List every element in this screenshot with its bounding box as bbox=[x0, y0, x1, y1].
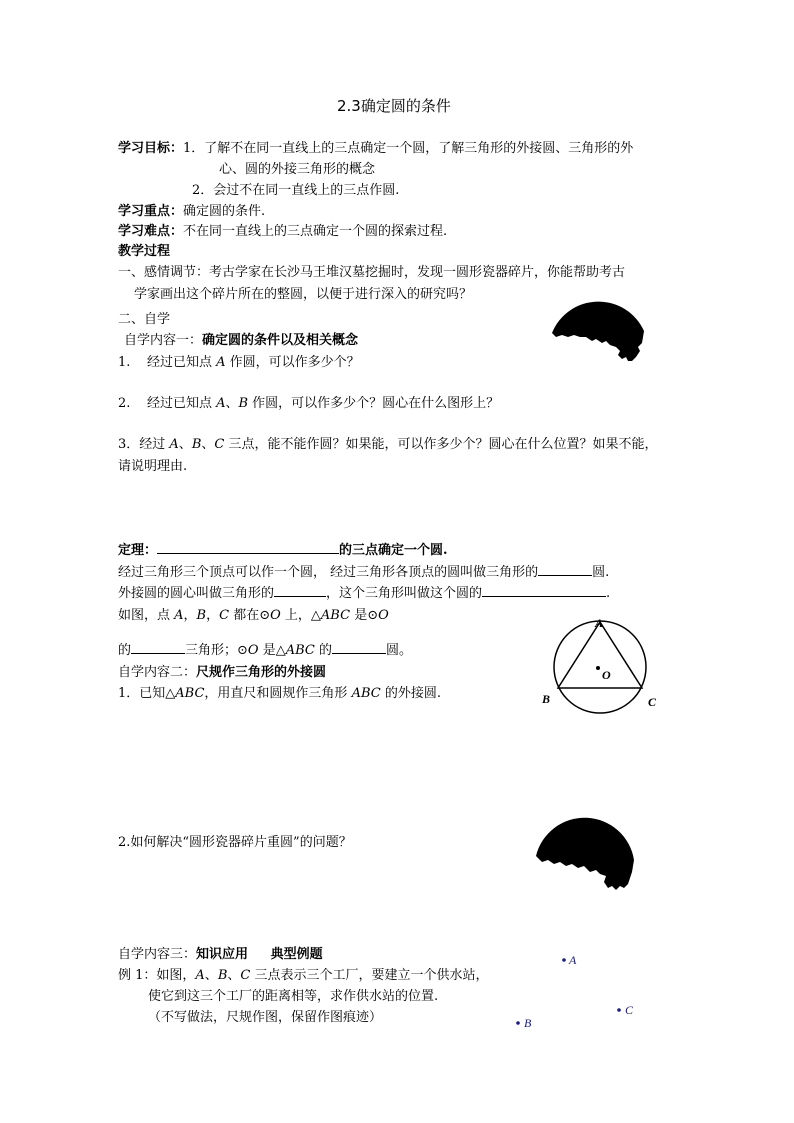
q2-sep: 、 bbox=[225, 396, 239, 411]
circumcircle-figure bbox=[538, 612, 668, 716]
fig-c1: ， bbox=[183, 608, 197, 623]
task1-a: 1．已知△ bbox=[118, 686, 176, 701]
fig-line2-c: 是△ bbox=[258, 643, 286, 658]
page-title: 2.3确定圆的条件 bbox=[337, 97, 451, 115]
fig-ABC2: ABC bbox=[285, 643, 315, 658]
theorem-suffix: 的三点确定一个圆. bbox=[339, 543, 448, 558]
content2-prefix: 自学内容二： bbox=[118, 665, 197, 680]
fig-O2: O bbox=[378, 608, 389, 623]
porcelain-fragment-image bbox=[546, 291, 650, 367]
point-C-dot bbox=[617, 1008, 621, 1012]
center-point bbox=[596, 666, 600, 670]
task1-b: ，用直尺和圆规作三角形 bbox=[204, 686, 352, 701]
difficulty-label: 学习难点： bbox=[118, 224, 184, 239]
difficulty-text: 不在同一直线上的三点确定一个圆的探索过程. bbox=[183, 224, 448, 239]
question-2 bbox=[118, 395, 499, 413]
objective-2: 2．会过不在同一直线上的三点作圆. bbox=[192, 183, 400, 198]
intro-line1: 一、感情调节：考古学家在长沙马王堆汉墓挖掘时，发现一圆形瓷器碎片，你能帮助考古 bbox=[118, 265, 626, 280]
fig-line1-c: 上，△ bbox=[280, 608, 321, 623]
definition-1 bbox=[118, 561, 609, 582]
question-3 bbox=[118, 436, 657, 454]
task-1 bbox=[118, 685, 441, 703]
example-A: A bbox=[195, 968, 205, 983]
definition-2 bbox=[118, 582, 610, 603]
q2-num: 2. bbox=[118, 396, 131, 411]
label-O: O bbox=[602, 668, 611, 682]
point-B-dot bbox=[516, 1021, 520, 1025]
intro-line2: 学家画出这个碎片所在的整圆，以便于进行深入的研究吗？ bbox=[134, 287, 473, 302]
q2-text-a: 经过已知点 bbox=[146, 396, 217, 411]
theorem-line bbox=[118, 539, 448, 560]
q2-point1: A bbox=[216, 396, 226, 411]
self-study-heading: 二、自学 bbox=[118, 312, 171, 327]
task1-abc2: ABC bbox=[351, 686, 381, 701]
task1-c: 的外接圆. bbox=[380, 686, 441, 701]
fig-C: C bbox=[219, 608, 230, 623]
point-A-label: A bbox=[569, 953, 577, 967]
point-C-label: C bbox=[625, 1003, 634, 1017]
example-C: C bbox=[240, 968, 251, 983]
def2-suffix: . bbox=[606, 586, 611, 601]
fig-blank1[interactable] bbox=[131, 639, 185, 654]
def2-blank1[interactable] bbox=[274, 582, 326, 597]
q2-text-b: 作圆，可以作多少个？圆心在什么图形上？ bbox=[248, 396, 500, 411]
key-point-line bbox=[118, 203, 265, 221]
key-point-text: 确定圆的条件. bbox=[183, 204, 266, 219]
key-point-label: 学习重点： bbox=[118, 204, 184, 219]
def2-text-b: ，这个三角形叫做这个圆的 bbox=[326, 586, 483, 601]
difficulty-line bbox=[118, 223, 447, 241]
content1-prefix: 自学内容一： bbox=[124, 333, 203, 348]
fig-O: O bbox=[270, 608, 281, 623]
example-line3: （不写做法，尺规作图，保留作图痕迹） bbox=[148, 1010, 383, 1025]
question-1 bbox=[118, 354, 360, 372]
example-line1-b: 三点表示三个工厂，要建立一个供水站， bbox=[250, 968, 489, 983]
fig-line2-b: 三角形；⊙ bbox=[185, 643, 248, 658]
example-B: B bbox=[217, 968, 228, 983]
def1-suffix: 圆. bbox=[592, 565, 610, 580]
fig-line1-a: 如图，点 bbox=[118, 608, 175, 623]
process-title: 教学过程 bbox=[118, 244, 171, 259]
objectives-label: 学习目标： bbox=[118, 141, 184, 156]
example-line2: 使它到这三个工厂的距离相等，求作供水站的位置. bbox=[148, 989, 439, 1004]
def1-text: 经过三角形三个顶点可以作一个圆， 经过三角形各顶点的圆叫做三角形的 bbox=[118, 565, 539, 580]
figure-text-line1 bbox=[118, 607, 389, 625]
point-A-dot bbox=[562, 958, 566, 962]
fig-O3: O bbox=[247, 643, 259, 658]
q1-point: A bbox=[216, 355, 226, 370]
def2-text-a: 外接圆的圆心叫做三角形的 bbox=[118, 586, 275, 601]
theorem-blank[interactable] bbox=[157, 539, 339, 554]
label-B: B bbox=[542, 692, 551, 706]
fig-line1-d: 是⊙ bbox=[350, 608, 379, 623]
fig-A: A bbox=[174, 608, 184, 623]
fig-line2-d: 的 bbox=[314, 643, 333, 658]
fig-line2-e: 圆。 bbox=[386, 643, 413, 658]
circle-o bbox=[554, 621, 646, 713]
q1-text-a: 经过已知点 bbox=[146, 355, 217, 370]
q3-pC: C bbox=[214, 437, 225, 452]
fig-c2: ， bbox=[206, 608, 220, 623]
content1-heading bbox=[124, 332, 358, 350]
objective-1a: 1．了解不在同一直线上的三点确定一个圆，了解三角形的外接圆、三角形的外 bbox=[183, 141, 634, 156]
q3-pB: B bbox=[191, 437, 202, 452]
def2-blank2[interactable] bbox=[482, 582, 606, 597]
fig-blank2[interactable] bbox=[332, 639, 386, 654]
content3-prefix: 自学内容三： bbox=[118, 947, 197, 962]
objective-1b: 心、圆的外接三角形的概念 bbox=[219, 162, 376, 177]
objectives-line1 bbox=[118, 140, 633, 158]
task1-abc: ABC bbox=[175, 686, 205, 701]
label-C: C bbox=[648, 695, 657, 709]
theorem-label: 定理： bbox=[118, 543, 158, 558]
content3-heading bbox=[118, 946, 323, 964]
q1-text-b: 作圆，可以作多少个？ bbox=[225, 355, 360, 370]
example-s1: 、 bbox=[204, 968, 218, 983]
example-line1 bbox=[118, 967, 488, 985]
q1-num: 1. bbox=[118, 355, 131, 370]
fig-ABC: ABC bbox=[320, 608, 351, 623]
q3-text-a: 三点，能不能作圆？如果能，可以作多少个？圆心在什么位置？如果不能， bbox=[224, 437, 658, 452]
content2-heading bbox=[118, 664, 326, 682]
figure-text-line2 bbox=[118, 639, 412, 660]
content1-text: 确定圆的条件以及相关概念 bbox=[202, 333, 359, 348]
label-A: A bbox=[595, 616, 604, 630]
task-2: 2.如何解决“圆形瓷器碎片重圆”的问题？ bbox=[118, 835, 352, 850]
q2-point2: B bbox=[238, 396, 249, 411]
question-3-line2: 请说明理由. bbox=[118, 459, 188, 474]
fig-B: B bbox=[196, 608, 207, 623]
q3-s1: 、 bbox=[178, 437, 192, 452]
factory-points-figure bbox=[508, 948, 648, 1038]
content3-text: 知识应用 典型例题 bbox=[196, 947, 323, 962]
def1-blank[interactable] bbox=[538, 561, 592, 576]
q3-num: 3．经过 bbox=[118, 437, 170, 452]
example-line1-a: 例 1：如图， bbox=[118, 968, 196, 983]
fig-line1-b: 都在⊙ bbox=[229, 608, 271, 623]
point-B-label: B bbox=[524, 1016, 532, 1030]
example-s2: 、 bbox=[227, 968, 241, 983]
porcelain-fragment-image-2 bbox=[532, 816, 636, 896]
fig-line2-a: 的 bbox=[118, 643, 132, 658]
q3-s2: 、 bbox=[201, 437, 215, 452]
q3-pA: A bbox=[169, 437, 179, 452]
content2-text: 尺规作三角形的外接圆 bbox=[196, 665, 327, 680]
